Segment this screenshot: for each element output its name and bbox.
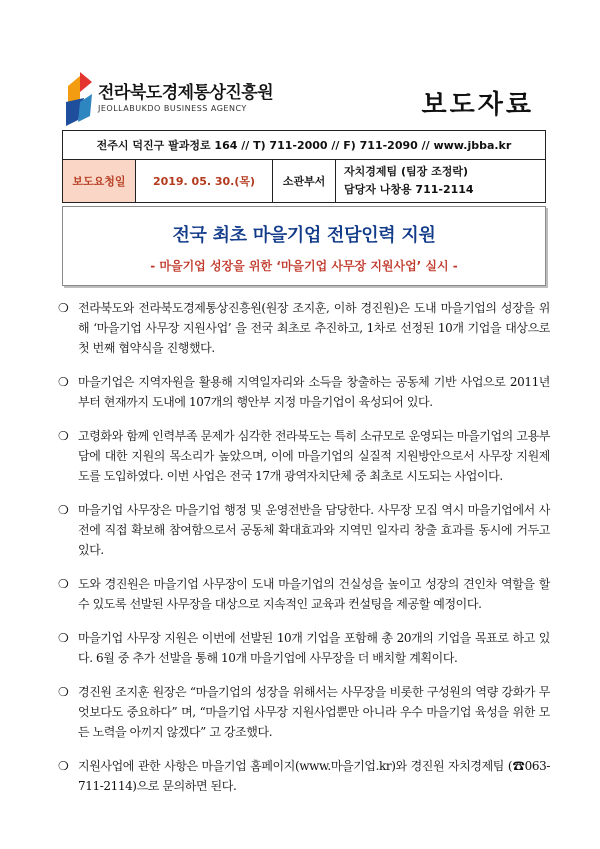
paragraph [58,628,550,668]
department-contact [336,160,546,203]
paragraph [58,372,550,412]
contact-person: 담당자 나창용 711-2114 [344,183,474,196]
bullet-circle-icon: ❍ [58,503,69,517]
headline-box [62,206,546,286]
bullet-circle-icon: ❍ [58,301,69,315]
department-label: 소관부서 [273,160,336,203]
bullet-circle-icon: ❍ [58,577,69,591]
org-logo [64,72,364,126]
paragraph [58,682,550,742]
paragraph-text: 도와 경진원은 마을기업 사무장이 도내 마을기업의 건실성을 높이고 성장의 견인차 역할을 할 수 있도록 선발된 사무장을 대상으로 지속적인 교육과 컨설팅을 제공할 예정이다. [78,577,550,611]
info-table [62,130,546,203]
paragraph-text: 경진원 조지훈 원장은 “마을기업의 성장을 위해서는 사무장을 비롯한 구성원의 역량 강화가 무엇보다도 중요하다” 며, “마을기업 사무장 지원사업뿐만 아니라 우수 마을기업 육성을 위한 모든 노력을 아끼지 않겠다” 고 강조했다. [78,685,550,739]
request-date: 2019. 05. 30.(목) [136,160,273,203]
paragraph-text: 고령화와 함께 인력부족 문제가 심각한 전라북도는 특히 소규모로 운영되는 마을기업의 고용부담에 대한 지원의 목소리가 높았으며, 이에 마을기업의 실질적 지원방안으로서 사무장 지원제도를 도입하였다. 이번 사업은 전국 17개 광역자치단체 중 최초로 시도되는 사업이다. [78,429,550,483]
paragraph-text: 지원사업에 관한 사항은 마을기업 홈페이지(www.마을기업.kr)와 경진원 자치경제팀 (☎063-711-2114)으로 문의하면 된다. [78,759,550,793]
bullet-circle-icon: ❍ [58,429,69,443]
paragraph [58,500,550,560]
paragraph-text: 마을기업 사무장은 마을기업 행정 및 운영전반을 담당한다. 사무장 모집 역시 마을기업에서 사전에 직접 확보해 참여함으로서 공동체 확대효과와 지역민 일자리 창출 효과를 동시에 거두고 있다. [78,503,550,557]
press-release-title: 보도자료 [421,90,534,120]
bullet-circle-icon: ❍ [58,759,69,773]
org-name: 전라북도경제통상진흥원 [98,83,274,103]
paragraph [58,574,550,614]
jbba-logo-icon [64,72,94,126]
bullet-circle-icon: ❍ [58,631,69,645]
paragraph [58,298,550,358]
paragraph [58,426,550,486]
paragraph-text: 전라북도와 전라북도경제통상진흥원(원장 조지훈, 이하 경진원)은 도내 마을기업의 성장을 위해 ‘마을기업 사무장 지원사업’ 을 전국 최초로 추진하고, 1차로 선정된 10개 기업을 대상으로 첫 번째 협약식을 진행했다. [78,301,550,355]
bullet-circle-icon: ❍ [58,685,69,699]
paragraph-text: 마을기업 사무장 지원은 이번에 선발된 10개 기업을 포함해 총 20개의 기업을 목표로 하고 있다. 6월 중 추가 선발을 통해 10개 마을기업에 사무장을 더 배치할 계획이다. [78,631,550,665]
body-text [58,298,550,810]
department-name: 자치경제팀 (팀장 조정락) [344,165,468,178]
org-name-english: JEOLLABUKDO BUSINESS AGENCY [98,104,247,113]
paragraph-text: 마을기업은 지역자원을 활용해 지역일자리와 소득을 창출하는 공동체 기반 사업으로 2011년부터 현재까지 도내에 107개의 행안부 지정 마을기업이 육성되어 있다. [78,375,550,409]
request-date-label: 보도요청일 [63,160,136,203]
address-line: 전주시 덕진구 팔과정로 164 // T) 711-2000 // F) 711-2090 // www.jbba.kr [63,131,546,160]
bullet-circle-icon: ❍ [58,375,69,389]
headline: 전국 최초 마을기업 전담인력 지원 [172,225,436,246]
paragraph [58,756,550,796]
sub-headline: - 마을기업 성장을 위한 ‘마을기업 사무장 지원사업’ 실시 - [150,259,458,273]
